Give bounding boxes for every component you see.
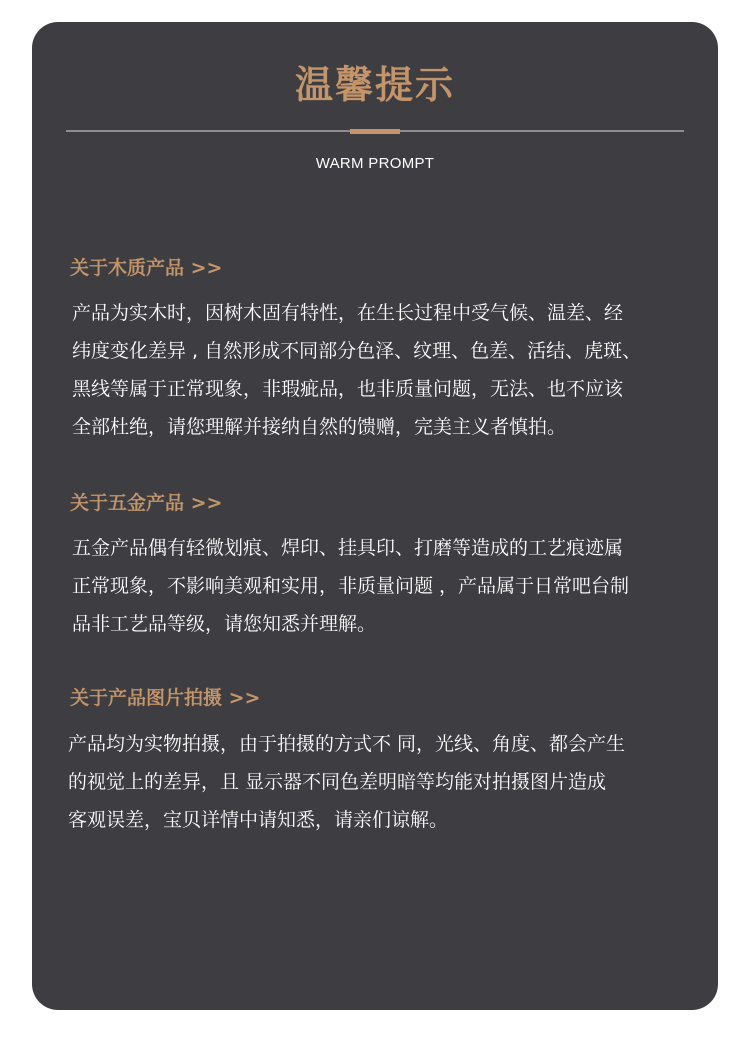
section-body-line: 黑线等属于正常现象，非瑕疵品，也非质量问题，无法、也不应该 bbox=[72, 378, 624, 400]
section-heading-photography: 关于产品图片拍摄 >> bbox=[70, 687, 261, 709]
section-body-hardware bbox=[72, 529, 684, 643]
page-subtitle: WARM PROMPT bbox=[315, 155, 435, 172]
section-body-line: 品非工艺品等级，请您知悉并理解。 bbox=[72, 613, 377, 635]
section-body-line: 五金产品偶有轻微划痕、焊印、挂具印、打磨等造成的工艺痕迹属 bbox=[72, 537, 624, 559]
page-title: 温馨提示 bbox=[294, 63, 455, 107]
section-body-line: 客观误差，宝贝详情中请知悉，请亲们谅解。 bbox=[68, 809, 449, 831]
section-body-photography bbox=[68, 725, 684, 839]
section-heading-hardware: 关于五金产品 >> bbox=[70, 492, 223, 514]
section-body-line: 全部杜绝，请您理解并接纳自然的馈赠，完美主义者慎拍。 bbox=[72, 416, 567, 438]
section-body-line: 的视觉上的差异，且 显示器不同色差明暗等均能对拍摄图片造成 bbox=[68, 771, 607, 793]
section-body-wood bbox=[72, 294, 684, 446]
section-body-line: 纬度变化差异 , 自然形成不同部分色泽、纹理、色差、活结、虎斑、 bbox=[72, 340, 642, 362]
section-body-line: 产品均为实物拍摄，由于拍摄的方式不 同，光线、角度、都会产生 bbox=[68, 733, 626, 755]
section-body-line: 产品为实木时，因树木固有特性，在生长过程中受气候、温差、经 bbox=[72, 302, 624, 324]
section-body-line: 正常现象，不影响美观和实用，非质量问题 ，产品属于日常吧台制 bbox=[72, 575, 630, 597]
section-heading-wood: 关于木质产品 >> bbox=[70, 257, 223, 279]
title-divider-accent bbox=[350, 129, 400, 134]
